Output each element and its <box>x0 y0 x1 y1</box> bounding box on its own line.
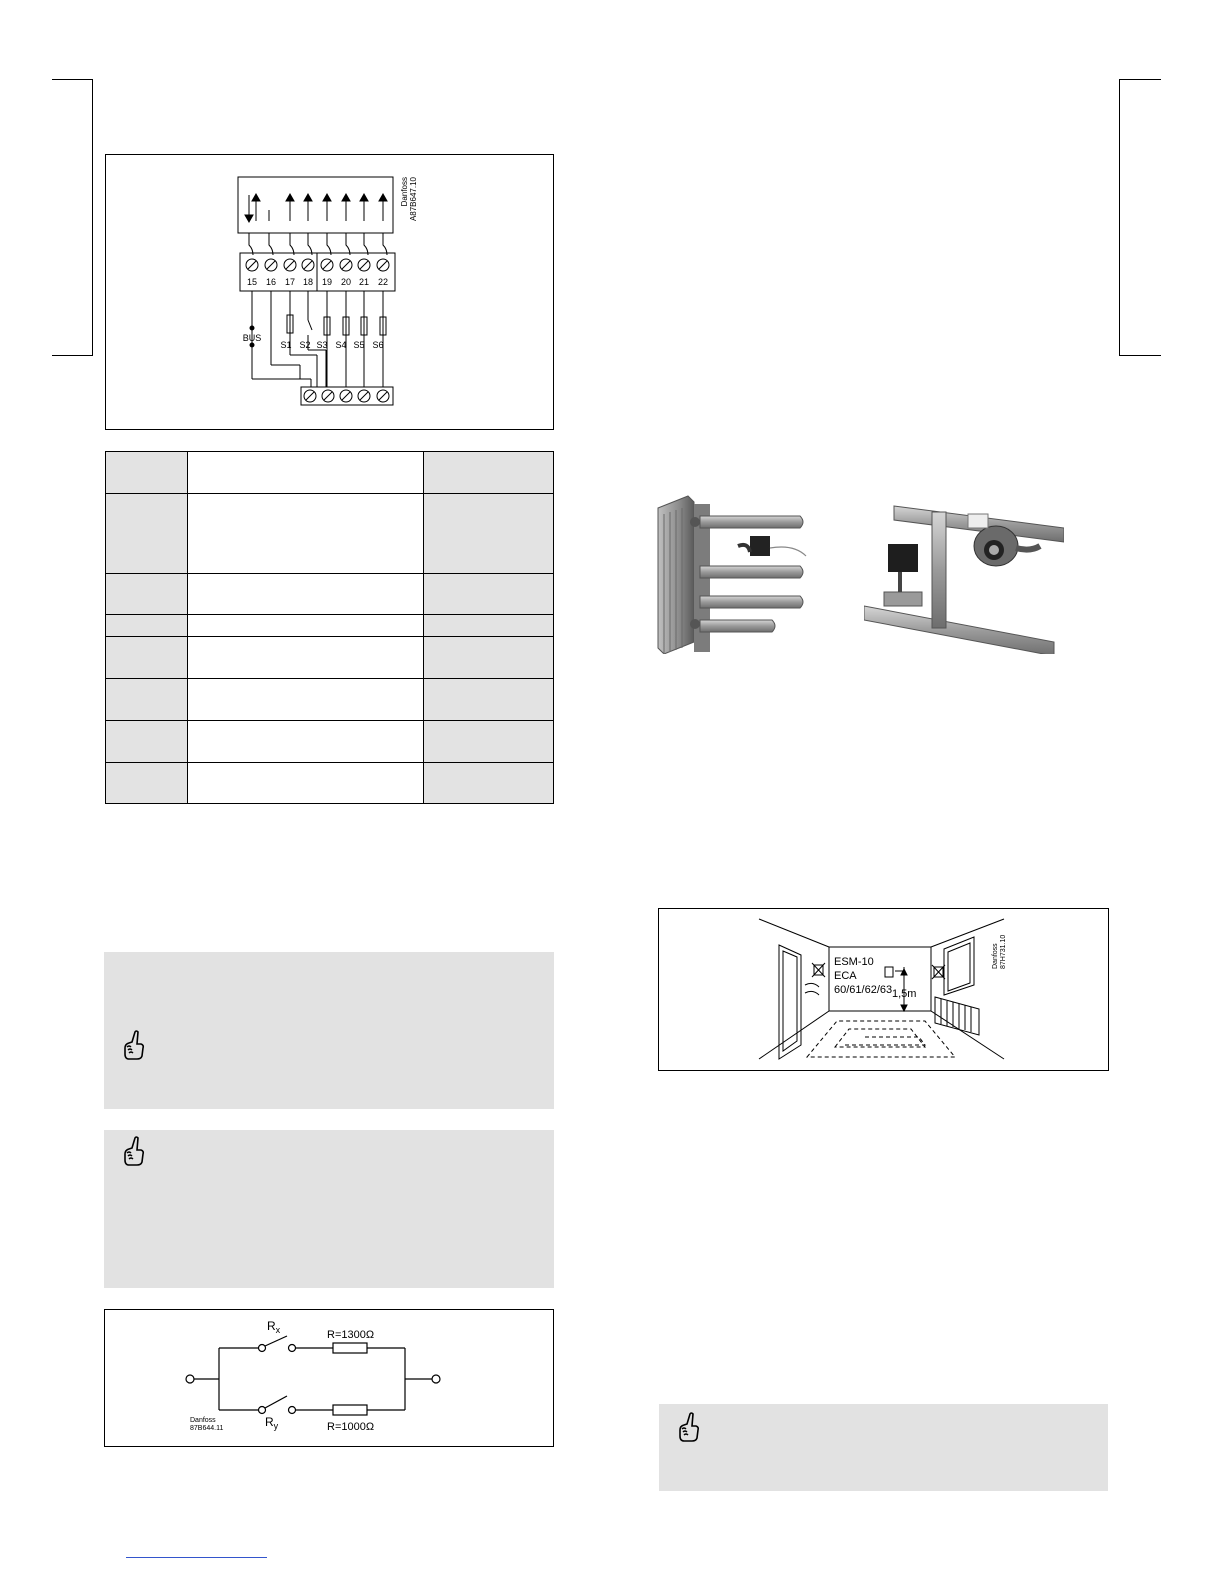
terminal-connectors <box>249 233 387 255</box>
pointing-hand-icon <box>122 1136 146 1166</box>
table-row <box>106 615 554 637</box>
table-row <box>106 574 554 615</box>
bus-label: BUS <box>242 333 262 343</box>
note-box-1 <box>104 952 554 1109</box>
terminal-15: 15 <box>246 277 258 287</box>
pointing-hand-icon <box>677 1412 701 1442</box>
table-row <box>106 494 554 574</box>
room-code-line1: Danfoss <box>992 943 999 969</box>
r2-label: R=1000Ω <box>327 1421 375 1433</box>
resistor-code-line2: 87B644.11 <box>190 1425 224 1432</box>
wiring-code-line1: Danfoss <box>400 177 409 207</box>
room-label-line2: ECA <box>834 970 857 982</box>
rx-label: $R_x$ <box>267 1319 281 1335</box>
terminal-17: 17 <box>284 277 296 287</box>
terminal-20: 20 <box>340 277 352 287</box>
note-box-2 <box>104 1130 554 1288</box>
room-height-label: 1,5m <box>892 988 917 1000</box>
terminal-table <box>105 451 554 804</box>
pointing-hand-icon <box>122 1030 146 1060</box>
table-row <box>106 637 554 679</box>
left-margin-bracket <box>52 79 93 356</box>
resistor-diagram <box>104 1309 554 1447</box>
sensor-s5: S5 <box>353 340 365 350</box>
resistor-code-line1: Danfoss <box>190 1417 216 1424</box>
terminal-19: 19 <box>321 277 333 287</box>
link-underline[interactable] <box>126 1557 267 1558</box>
sensor-s3: S3 <box>316 340 328 350</box>
room-diagram-svg <box>659 909 1108 1070</box>
pipe-system-photo <box>864 494 1064 654</box>
sensor-labels <box>280 340 383 350</box>
room-placement-diagram <box>658 908 1109 1071</box>
r1-label: R=1300Ω <box>327 1329 375 1341</box>
resistor-diagram-svg <box>105 1310 553 1446</box>
wiring-code-line2: A87B647.10 <box>409 177 418 222</box>
output-arrows <box>245 194 387 222</box>
sensor-s6: S6 <box>372 340 384 350</box>
wiring-diagram-svg <box>106 155 553 429</box>
ry-label: $R_y$ <box>265 1415 279 1431</box>
room-label-line3: 60/61/62/63 <box>834 984 893 996</box>
sensor-wiring <box>250 291 386 387</box>
right-margin-bracket <box>1119 79 1161 356</box>
terminal-21: 21 <box>358 277 370 287</box>
sensor-s1: S1 <box>280 340 292 350</box>
sensor-s2: S2 <box>299 340 311 350</box>
table-row <box>106 679 554 721</box>
table-row <box>106 721 554 763</box>
terminal-16: 16 <box>265 277 277 287</box>
terminal-22: 22 <box>377 277 389 287</box>
wiring-diagram <box>105 154 554 430</box>
sensor-s4: S4 <box>335 340 347 350</box>
room-code-line2: 87H731.10 <box>1000 934 1007 969</box>
lower-terminal-screws <box>304 390 389 402</box>
note-box-3 <box>659 1404 1108 1491</box>
heat-exchanger-photo <box>654 494 814 654</box>
table-header-row <box>106 452 554 494</box>
table-row <box>106 763 554 804</box>
terminal-18: 18 <box>302 277 314 287</box>
room-label-line1: ESM-10 <box>834 956 874 968</box>
